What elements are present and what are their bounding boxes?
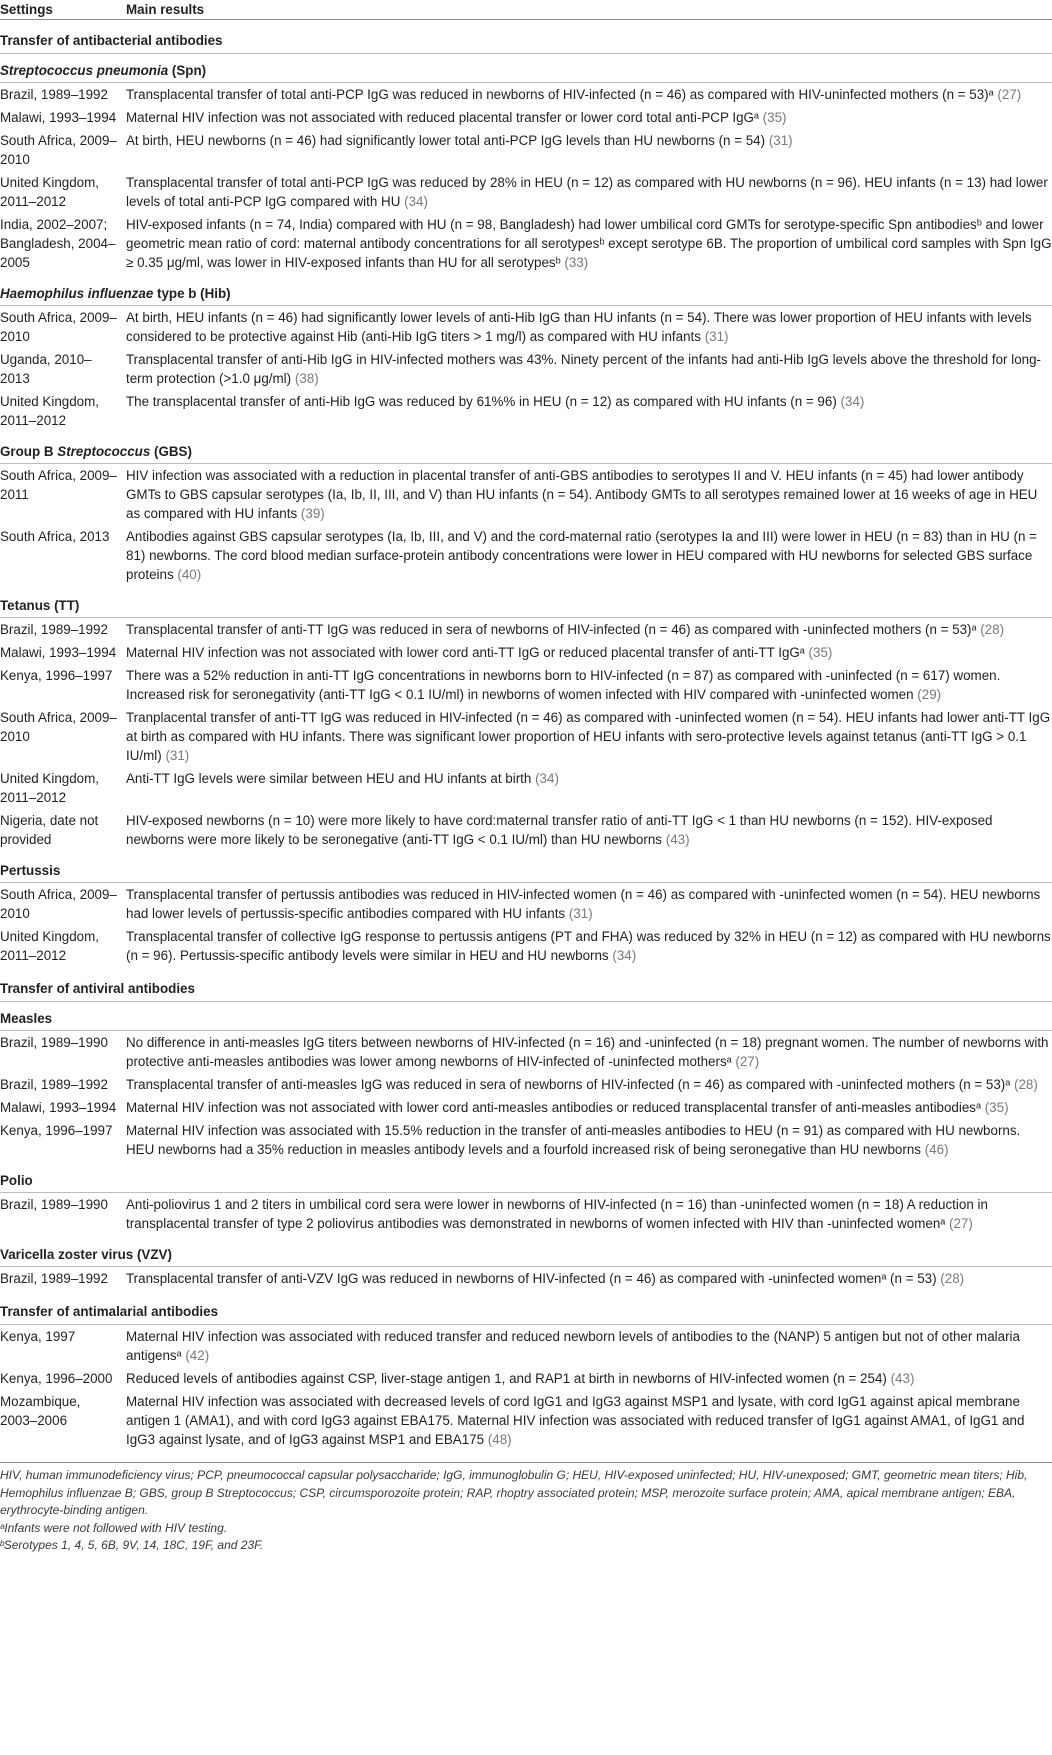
row-setting: Malawi, 1993–1994	[0, 645, 117, 660]
row-result-text: Transplacental transfer of pertussis antibodies was reduced in HIV-infected women (n = 46) as compared with -uninfected women (n = 54). HEU newborns had lower levels of pertussis-specific antibodies compared with HU infants	[126, 887, 1041, 921]
table-row	[0, 618, 1052, 642]
row-result	[126, 1073, 1052, 1096]
row-setting: Kenya, 1997	[0, 1329, 76, 1344]
row-result-text: Antibodies against GBS capsular serotypes (Ia, Ib, III, and V) and the cord-maternal ratio (serotypes Ia and III) were lower in HEU (n = 83) than in HU (n = 81) newborns. The cord blood median surface-protein antibody concentrations were lower in HEU compared with HU newborns for selected GBS surface proteins	[126, 529, 1038, 582]
row-reference: (35)	[984, 1100, 1009, 1115]
row-setting: United Kingdom, 2011–2012	[0, 394, 99, 428]
row-reference: (39)	[300, 506, 325, 521]
table-row	[0, 390, 1052, 435]
row-result	[126, 525, 1052, 589]
row-reference: (43)	[890, 1371, 915, 1386]
row-result	[126, 1390, 1052, 1454]
table-row	[0, 1193, 1052, 1239]
table-row	[0, 464, 1052, 526]
row-setting: Kenya, 1996–1997	[0, 1123, 113, 1138]
row-reference: (35)	[808, 645, 833, 660]
row-result	[126, 390, 1052, 435]
row-result	[126, 618, 1052, 642]
row-result-text: Maternal HIV infection was associated with reduced transfer and reduced newborn levels of antibodies to the (NANP) 5 antigen but not of other malaria antigensᵃ	[126, 1329, 1020, 1363]
row-setting: Brazil, 1989–1992	[0, 1077, 108, 1092]
subsection-hib: Haemophilus influenzae type b (Hib)	[0, 277, 1052, 306]
table-row	[0, 706, 1052, 767]
row-reference: (33)	[564, 255, 589, 270]
table-row	[0, 1073, 1052, 1096]
row-result-text: HIV-exposed newborns (n = 10) were more likely to have cord:maternal transfer ratio of anti-TT IgG < 1 than HU newborns (n = 152). HIV-exposed newborns were more likely to be seronegative (anti-TT IgG < 0.1 IU/ml) than HU newborns	[126, 813, 993, 847]
table-row	[0, 809, 1052, 854]
row-setting: South Africa, 2009–2010	[0, 710, 117, 744]
row-setting: Kenya, 1996–1997	[0, 668, 113, 683]
header-main-results: Main results	[126, 0, 1052, 20]
row-reference: (38)	[294, 371, 319, 386]
table-row	[0, 664, 1052, 706]
row-result	[126, 664, 1052, 706]
row-setting: South Africa, 2009–2010	[0, 310, 117, 344]
row-result-text: Anti-TT IgG levels were similar between HEU and HU infants at birth	[126, 771, 532, 786]
row-result	[126, 1096, 1052, 1119]
row-result	[126, 106, 1052, 129]
row-result-text: Transplacental transfer of anti-measles IgG was reduced in sera of newborns of HIV-infected (n = 46) as compared with -uninfected mothers (n = 53)ᵃ	[126, 1077, 1011, 1092]
row-reference: (48)	[487, 1432, 512, 1447]
row-result	[126, 1119, 1052, 1164]
row-result	[126, 809, 1052, 854]
row-result	[126, 83, 1052, 107]
section-antimalarial: Transfer of antimalarial antibodies	[0, 1293, 1052, 1325]
row-result	[126, 1325, 1052, 1368]
row-result-text: There was a 52% reduction in anti-TT IgG concentrations in newborns born to HIV-infected (n = 87) as compared with -uninfected (n = 617) women. Increased risk for seronegativity (anti-TT IgG < 0.1 IU/ml) in newborns of women infected with HIV compared with -uninfected women	[126, 668, 1001, 702]
row-setting: South Africa, 2013	[0, 529, 110, 544]
row-reference: (43)	[665, 832, 690, 847]
row-result-text: No difference in anti-measles IgG titers between newborns of HIV-infected (n = 16) and -uninfected (n = 18) pregnant women. The number of newborns with protective anti-measles antibodies was lower among newborns of HIV-infected of -uninfected mothersᵃ	[126, 1035, 1049, 1069]
row-reference: (28)	[980, 622, 1005, 637]
subsection-pertussis: Pertussis	[0, 854, 1052, 883]
footnote-b: ᵇSerotypes 1, 4, 5, 6B, 9V, 14, 18C, 19F, and 23F.	[0, 1538, 264, 1552]
row-reference: (42)	[185, 1348, 210, 1363]
subsection-spn: Streptococcus pneumonia (Spn)	[0, 54, 1052, 83]
row-result-text: Maternal HIV infection was associated with 15.5% reduction in the transfer of anti-measles antibodies to HEU (n = 91) as compared with HU newborns. HEU newborns had a 35% reduction in measles antibody levels and a fourfold increased risk of being seronegative than HU newborns	[126, 1123, 1021, 1157]
row-setting: Uganda, 2010–2013	[0, 352, 92, 386]
row-setting: Brazil, 1989–1992	[0, 87, 108, 102]
table-footnotes	[0, 1462, 1052, 1555]
row-result-text: Transplacental transfer of collective IgG response to pertussis antigens (PT and FHA) was reduced by 32% in HEU (n = 12) as compared with HU newborns (n = 96). Pertussis-specific antibody levels were similar in HEU and HU newborns	[126, 929, 1051, 963]
row-setting: India, 2002–2007; Bangladesh, 2004–2005	[0, 217, 116, 270]
row-result-text: Transplacental transfer of anti-Hib IgG in HIV-infected mothers was 43%. Ninety percent of the infants had anti-Hib IgG levels above the threshold for long-term protection (>1.0 μg/ml)	[126, 352, 1042, 386]
row-setting: South Africa, 2009–2010	[0, 887, 117, 921]
row-setting: Kenya, 1996–2000	[0, 1371, 113, 1386]
table-row	[0, 306, 1052, 349]
row-result	[126, 129, 1052, 171]
row-result-text: The transplacental transfer of anti-Hib IgG was reduced by 61%% in HEU (n = 12) as compared with HU infants (n = 96)	[126, 394, 837, 409]
row-reference: (29)	[917, 687, 942, 702]
table-row	[0, 883, 1052, 926]
row-result-text: Transplacental transfer of anti-VZV IgG was reduced in newborns of HIV-infected (n = 46) as compared with -uninfected womenᵃ (n = 53)	[126, 1271, 937, 1286]
header-settings: Settings	[0, 0, 126, 20]
row-result	[126, 1267, 1052, 1294]
row-result-text: Anti-poliovirus 1 and 2 titers in umbilical cord sera were lower in newborns of HIV-infected (n = 16) than -uninfected women (n = 18) A reduction in transplacental transfer of type 2 poliovirus antibodies was demonstrated in newborns of women infected with HIV than -uninfected womenᵃ	[126, 1197, 988, 1231]
row-result-text: HIV-exposed infants (n = 74, India) compared with HU (n = 98, Bangladesh) had lower umbilical cord GMTs for serotype-specific Spn antibodiesᵇ and lower geometric mean ratio of cord: maternal antibody concentrations for all serotypesᵇ except serotype 6B. The proportion of umbilical cord samples with Spn IgG ≥ 0.35 μg/ml, was lower in HIV-exposed infants than HU for all serotypesᵇ	[126, 217, 1052, 270]
row-result-text: Maternal HIV infection was not associated with reduced placental transfer or lower cord total anti-PCP IgGᵃ	[126, 110, 759, 125]
table-header-row	[0, 0, 1052, 20]
row-reference: (34)	[535, 771, 559, 786]
table-row	[0, 1390, 1052, 1454]
footnote-a: ᵃInfants were not followed with HIV testing.	[0, 1520, 228, 1535]
table-row	[0, 129, 1052, 171]
row-setting: Mozambique, 2003–2006	[0, 1394, 81, 1428]
row-setting: United Kingdom, 2011–2012	[0, 929, 99, 963]
table-row	[0, 213, 1052, 277]
table-row	[0, 83, 1052, 107]
table-row	[0, 171, 1052, 213]
row-result-text: Tranplacental transfer of anti-TT IgG was reduced in HIV-infected (n = 46) as compared with -uninfected women (n = 54). HEU infants had lower anti-TT IgG at birth as compared with HU infants. There was significant lower proportion of HEU infants with sero-protective levels against tetanus (anti-TT IgG > 0.1 IU/ml)	[126, 710, 1051, 763]
row-result-text: At birth, HEU newborns (n = 46) had significantly lower total anti-PCP IgG levels than HU newborns (n = 54)	[126, 133, 766, 148]
row-result	[126, 1031, 1052, 1074]
row-setting: Nigeria, date not provided	[0, 813, 99, 847]
table-row	[0, 641, 1052, 664]
row-setting: United Kingdom, 2011–2012	[0, 175, 99, 209]
row-result	[126, 1367, 1052, 1390]
table-row	[0, 348, 1052, 390]
subsection-polio: Polio	[0, 1164, 1052, 1193]
row-result-text: Transplacental transfer of total anti-PCP IgG was reduced by 28% in HEU (n = 12) as compared with HU newborns (n = 96). HEU infants (n = 13) had lower levels of total anti-PCP IgG compared with HU	[126, 175, 1048, 209]
row-result	[126, 706, 1052, 767]
subsection-vzv: Varicella zoster virus (VZV)	[0, 1238, 1052, 1267]
table-row	[0, 1096, 1052, 1119]
row-result	[126, 925, 1052, 970]
table-row	[0, 1031, 1052, 1074]
row-reference: (27)	[949, 1216, 973, 1231]
subsection-tetanus: Tetanus (TT)	[0, 589, 1052, 618]
row-reference: (28)	[1013, 1077, 1038, 1092]
section-antibacterial: Transfer of antibacterial antibodies	[0, 20, 1052, 54]
row-reference: (34)	[612, 948, 637, 963]
row-result-text: HIV infection was associated with a reduction in placental transfer of anti-GBS antibodies to serotypes II and V. HEU infants (n = 45) had lower antibody GMTs to GBS capsular serotypes (Ia, Ib, II, III, and V) than HU infants (n = 54). Antibody GMTs to all serotypes remained lower at 16 weeks of age in HEU as compared with HU infants	[126, 468, 1038, 521]
table-row	[0, 106, 1052, 129]
table-row	[0, 767, 1052, 809]
row-reference: (35)	[762, 110, 787, 125]
row-result	[126, 171, 1052, 213]
row-result-text: Maternal HIV infection was associated with decreased levels of cord IgG1 and IgG3 against MSP1 and lysate, with cord IgG1 against apical membrane antigen 1 (AMA1), and with cord IgG3 against EBA175. Maternal HIV infection was associated with reduced transfer of IgG1 against AMA1, of IgG1 and IgG3 against lysate, and of IgG3 against MSP1 and EBA175	[126, 1394, 1025, 1447]
row-reference: (31)	[568, 906, 593, 921]
subsection-measles: Measles	[0, 1002, 1052, 1031]
row-setting: Malawi, 1993–1994	[0, 110, 117, 125]
table-row	[0, 1325, 1052, 1368]
row-result	[126, 348, 1052, 390]
row-result-text: Maternal HIV infection was not associated with lower cord anti-measles antibodies or reduced transplacental transfer of anti-measles antibodiesᵃ	[126, 1100, 981, 1115]
row-setting: United Kingdom, 2011–2012	[0, 771, 99, 805]
table-row	[0, 925, 1052, 970]
row-setting: South Africa, 2009–2010	[0, 133, 117, 167]
row-reference: (28)	[940, 1271, 965, 1286]
row-reference: (46)	[924, 1142, 949, 1157]
row-reference: (27)	[997, 87, 1022, 102]
row-result-text: Maternal HIV infection was not associated with lower cord anti-TT IgG or reduced placental transfer of anti-TT IgGᵃ	[126, 645, 805, 660]
row-result-text: Reduced levels of antibodies against CSP, liver-stage antigen 1, and RAP1 at birth in newborns of HIV-infected women (n = 254)	[126, 1371, 887, 1386]
row-result	[126, 306, 1052, 349]
row-result-text: Transplacental transfer of total anti-PCP IgG was reduced in newborns of HIV-infected (n = 46) as compared with HIV-uninfected mothers (n = 53)ᵃ	[126, 87, 994, 102]
row-result	[126, 883, 1052, 926]
row-result	[126, 641, 1052, 664]
row-reference: (34)	[404, 194, 428, 209]
row-result	[126, 1193, 1052, 1239]
row-setting: Brazil, 1989–1992	[0, 622, 108, 637]
row-reference: (40)	[177, 567, 202, 582]
table-row	[0, 1267, 1052, 1294]
row-result-text: Transplacental transfer of anti-TT IgG was reduced in sera of newborns of HIV-infected (n = 46) as compared with -uninfected mothers (n = 53)ᵃ	[126, 622, 977, 637]
table-row	[0, 1367, 1052, 1390]
row-setting: South Africa, 2009–2011	[0, 468, 117, 502]
row-reference: (31)	[704, 329, 729, 344]
row-setting: Brazil, 1989–1990	[0, 1035, 108, 1050]
table-row	[0, 1119, 1052, 1164]
row-result	[126, 464, 1052, 526]
subsection-gbs: Group B Streptococcus (GBS)	[0, 435, 1052, 464]
row-setting: Brazil, 1989–1990	[0, 1197, 108, 1212]
row-result	[126, 767, 1052, 809]
row-reference: (27)	[735, 1054, 760, 1069]
row-setting: Malawi, 1993–1994	[0, 1100, 117, 1115]
footnote-abbreviations: HIV, human immunodeficiency virus; PCP, pneumococcal capsular polysaccharide; IgG, immunoglobulin G; HEU, HIV-exposed uninfected; HU, HIV-unexposed; GMT, geometric mean titers; Hib, Hemophilus influenzae B; GBS, group B Streptococcus; CSP, circumsporozoite protein; RAP, rhoptry associated protein; MSP, merozoite surface protein; AMA, apical membrane antigen; EBA, erythrocyte-binding antigen.	[0, 1468, 1028, 1517]
row-result	[126, 213, 1052, 277]
row-reference: (34)	[840, 394, 865, 409]
row-result-text: At birth, HEU infants (n = 46) had significantly lower levels of anti-Hib IgG than HU infants (n = 54). There was lower proportion of HEU infants with levels considered to be protective against Hib (anti-Hib IgG titers > 1 mg/l) as compared with HU infants	[126, 310, 1032, 344]
table-row	[0, 525, 1052, 589]
row-setting: Brazil, 1989–1992	[0, 1271, 108, 1286]
row-reference: (31)	[768, 133, 793, 148]
section-antiviral: Transfer of antiviral antibodies	[0, 970, 1052, 1002]
row-reference: (31)	[165, 748, 190, 763]
